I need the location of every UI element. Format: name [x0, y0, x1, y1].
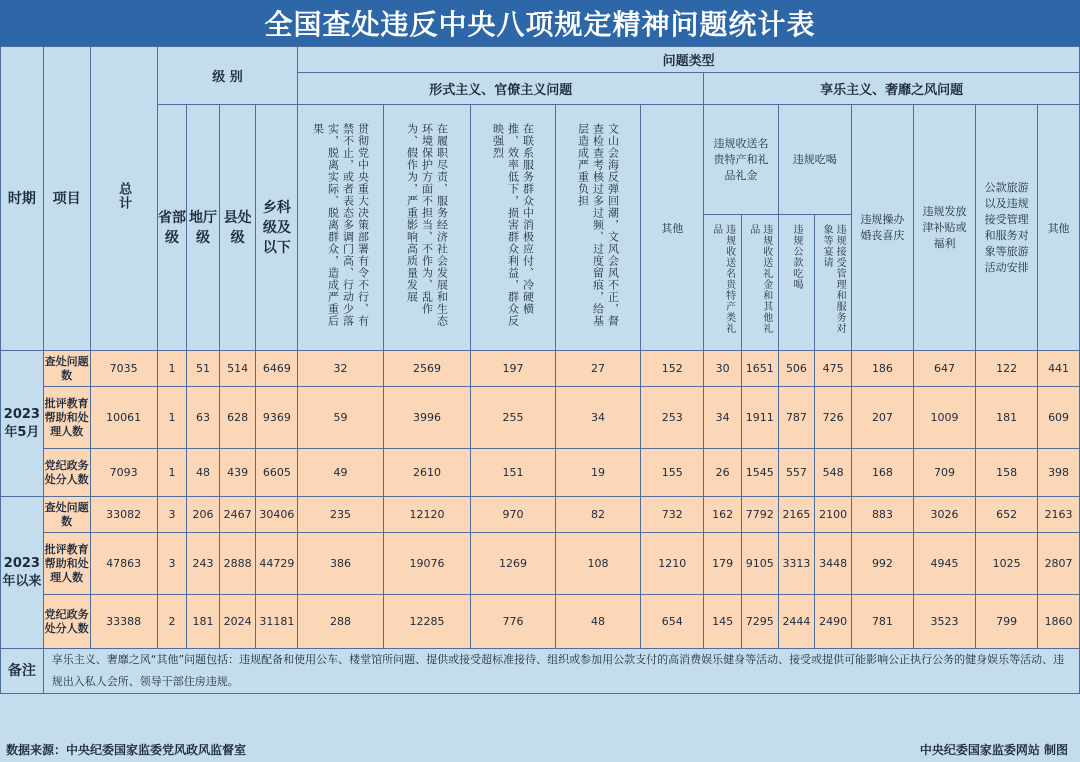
table-cell: 168 — [851, 449, 913, 497]
table-cell: 548 — [815, 449, 852, 497]
table-cell: 49 — [298, 449, 384, 497]
table-row — [1, 533, 1080, 595]
table-cell: 2610 — [383, 449, 471, 497]
table-cell: 787 — [778, 387, 815, 449]
table-cell: 12120 — [383, 497, 471, 533]
table-cell: 44729 — [256, 533, 298, 595]
table-cell: 2467 — [219, 497, 256, 533]
table-cell: 2807 — [1038, 533, 1080, 595]
period-cell: 2023年以来 — [1, 497, 44, 649]
table-cell: 2569 — [383, 351, 471, 387]
table-cell: 255 — [471, 387, 555, 449]
table-cell: 207 — [851, 387, 913, 449]
header-gift-group: 违规收送名贵特产和礼品礼金 — [704, 105, 778, 215]
table-cell: 12285 — [383, 595, 471, 649]
table-cell: 7093 — [90, 449, 157, 497]
table-cell: 654 — [641, 595, 704, 649]
table-cell: 32 — [298, 351, 384, 387]
table-cell: 30406 — [256, 497, 298, 533]
page-title: 全国查处违反中央八项规定精神问题统计表 — [0, 0, 1080, 46]
period-cell: 2023年5月 — [1, 351, 44, 497]
table-cell: 1545 — [741, 449, 778, 497]
header-hedonism-col-allowances: 违规发放津补贴或福利 — [913, 105, 975, 351]
table-cell: 27 — [555, 351, 641, 387]
table-cell: 1860 — [1038, 595, 1080, 649]
table-cell: 439 — [219, 449, 256, 497]
header-total: 总计 — [90, 47, 157, 351]
header-formalism: 形式主义、官僚主义问题 — [298, 73, 704, 105]
header-level-prefecture: 地厅级 — [187, 105, 220, 351]
table-cell: 1210 — [641, 533, 704, 595]
table-cell: 48 — [555, 595, 641, 649]
table-cell: 181 — [187, 595, 220, 649]
table-cell: 47863 — [90, 533, 157, 595]
table-cell: 7792 — [741, 497, 778, 533]
table-cell: 1025 — [976, 533, 1038, 595]
table-cell: 145 — [704, 595, 742, 649]
table-cell: 51 — [187, 351, 220, 387]
table-cell: 2888 — [219, 533, 256, 595]
table-cell: 206 — [187, 497, 220, 533]
table-cell: 441 — [1038, 351, 1080, 387]
table-cell: 883 — [851, 497, 913, 533]
table-cell: 970 — [471, 497, 555, 533]
table-cell: 3 — [157, 497, 187, 533]
table-cell: 2163 — [1038, 497, 1080, 533]
table-cell: 7035 — [90, 351, 157, 387]
table-cell: 253 — [641, 387, 704, 449]
table-cell: 2444 — [778, 595, 815, 649]
table-cell: 1911 — [741, 387, 778, 449]
table-cell: 288 — [298, 595, 384, 649]
table-cell: 34 — [555, 387, 641, 449]
table-cell: 6469 — [256, 351, 298, 387]
table-cell: 122 — [976, 351, 1038, 387]
table-cell: 2490 — [815, 595, 852, 649]
table-cell: 2100 — [815, 497, 852, 533]
header-item: 项目 — [43, 47, 90, 351]
header-issue-type: 问题类型 — [298, 47, 1080, 73]
table-cell: 776 — [471, 595, 555, 649]
table-cell: 181 — [976, 387, 1038, 449]
table-cell: 162 — [704, 497, 742, 533]
table-cell: 992 — [851, 533, 913, 595]
header-level-county: 县处级 — [219, 105, 256, 351]
table-cell: 197 — [471, 351, 555, 387]
footer — [0, 737, 1080, 762]
table-cell: 709 — [913, 449, 975, 497]
table-cell: 732 — [641, 497, 704, 533]
table-cell: 33082 — [90, 497, 157, 533]
table-cell: 3313 — [778, 533, 815, 595]
table-cell: 151 — [471, 449, 555, 497]
table-cell: 10061 — [90, 387, 157, 449]
table-cell: 3448 — [815, 533, 852, 595]
table-cell: 9369 — [256, 387, 298, 449]
header-formalism-other: 其他 — [641, 105, 704, 351]
table-cell: 386 — [298, 533, 384, 595]
header-dining-col-banquet: 违规接受管理和服务对象等宴请 — [815, 215, 852, 351]
table-cell: 514 — [219, 351, 256, 387]
row-label: 批评教育帮助和处理人数 — [43, 533, 90, 595]
table-cell: 557 — [778, 449, 815, 497]
row-label: 查处问题数 — [43, 351, 90, 387]
table-cell: 31181 — [256, 595, 298, 649]
table-cell: 63 — [187, 387, 220, 449]
table-cell: 1 — [157, 449, 187, 497]
header-hedonism-other: 其他 — [1038, 105, 1080, 351]
table-cell: 3523 — [913, 595, 975, 649]
table-cell: 34 — [704, 387, 742, 449]
table-cell: 2024 — [219, 595, 256, 649]
header-hedonism: 享乐主义、奢靡之风问题 — [704, 73, 1080, 105]
table-cell: 1 — [157, 351, 187, 387]
table-cell: 235 — [298, 497, 384, 533]
header-level-group: 级 别 — [157, 47, 297, 105]
table-cell: 7295 — [741, 595, 778, 649]
row-label: 批评教育帮助和处理人数 — [43, 387, 90, 449]
table-row — [1, 497, 1080, 533]
header-gift-col-specialty: 违规收送名贵特产类礼品 — [704, 215, 742, 351]
table-cell: 475 — [815, 351, 852, 387]
row-label: 党纪政务处分人数 — [43, 449, 90, 497]
table-cell: 33388 — [90, 595, 157, 649]
table-row — [1, 595, 1080, 649]
table-cell: 3996 — [383, 387, 471, 449]
header-formalism-col-2: 在履职尽责、服务经济社会发展和生态环境保护方面不担当、不作为、乱作为、假作为，严重影响高质量发展 — [383, 105, 471, 351]
header-dining-col-public: 违规公款吃喝 — [778, 215, 815, 351]
table-cell: 1269 — [471, 533, 555, 595]
table-cell: 6605 — [256, 449, 298, 497]
table-cell: 398 — [1038, 449, 1080, 497]
table-cell: 19 — [555, 449, 641, 497]
table-row — [1, 351, 1080, 387]
table-cell: 9105 — [741, 533, 778, 595]
table-cell: 108 — [555, 533, 641, 595]
header-hedonism-col-weddings: 违规操办婚丧喜庆 — [851, 105, 913, 351]
header-formalism-col-4: 文山会海反弹回潮，文风会风不正，督查检查考核过多过频、过度留痕，给基层造成严重负担 — [555, 105, 641, 351]
table-cell: 179 — [704, 533, 742, 595]
chart-credit: 中央纪委国家监委网站 制图 — [919, 743, 1068, 757]
table-cell: 186 — [851, 351, 913, 387]
header-hedonism-col-travel: 公款旅游以及违规接受管理和服务对象等旅游活动安排 — [976, 105, 1038, 351]
table-cell: 48 — [187, 449, 220, 497]
table-cell: 1651 — [741, 351, 778, 387]
header-formalism-col-3: 在联系服务群众中消极应付、冷硬横推、效率低下，损害群众利益，群众反映强烈 — [471, 105, 555, 351]
table-cell: 158 — [976, 449, 1038, 497]
table-cell: 647 — [913, 351, 975, 387]
table-cell: 609 — [1038, 387, 1080, 449]
header-period: 时期 — [1, 47, 44, 351]
table-cell: 19076 — [383, 533, 471, 595]
header-level-province: 省部级 — [157, 105, 187, 351]
table-cell: 82 — [555, 497, 641, 533]
table-cell: 1009 — [913, 387, 975, 449]
table-cell: 2165 — [778, 497, 815, 533]
table-cell: 3026 — [913, 497, 975, 533]
table-cell: 4945 — [913, 533, 975, 595]
table-cell: 652 — [976, 497, 1038, 533]
table-cell: 26 — [704, 449, 742, 497]
statistics-table — [0, 46, 1080, 694]
header-dining-group: 违规吃喝 — [778, 105, 851, 215]
table-body — [1, 351, 1080, 649]
table-cell: 726 — [815, 387, 852, 449]
header-formalism-col-1: 贯彻党中央重大决策部署有令不行、有禁不止，或者表态多调门高、行动少落实，脱离实际、脱离群众，造成严重后果 — [298, 105, 384, 351]
table-cell: 1 — [157, 387, 187, 449]
row-label: 查处问题数 — [43, 497, 90, 533]
table-cell: 30 — [704, 351, 742, 387]
table-cell: 152 — [641, 351, 704, 387]
table-cell: 799 — [976, 595, 1038, 649]
header-level-township: 乡科级及以下 — [256, 105, 298, 351]
table-cell: 628 — [219, 387, 256, 449]
table-cell: 2 — [157, 595, 187, 649]
table-cell: 3 — [157, 533, 187, 595]
table-cell: 781 — [851, 595, 913, 649]
table-row — [1, 387, 1080, 449]
table-cell: 243 — [187, 533, 220, 595]
table-row — [1, 449, 1080, 497]
notes-text: 享乐主义、奢靡之风“其他”问题包括：违规配备和使用公车、楼堂馆所问题、提供或接受超标准接待、组织或参加用公款支付的高消费娱乐健身等活动、接受或提供可能影响公正执行公务的健身娱乐等活动、违规出入私人会所、领导干部住房违规。 — [43, 649, 1079, 694]
table-cell: 155 — [641, 449, 704, 497]
table-cell: 506 — [778, 351, 815, 387]
header-gift-col-cash: 违规收送礼金和其他礼品 — [741, 215, 778, 351]
data-source: 数据来源：中央纪委国家监委党风政风监督室 — [6, 743, 247, 757]
row-label: 党纪政务处分人数 — [43, 595, 90, 649]
table-cell: 59 — [298, 387, 384, 449]
notes-label: 备注 — [1, 649, 44, 694]
